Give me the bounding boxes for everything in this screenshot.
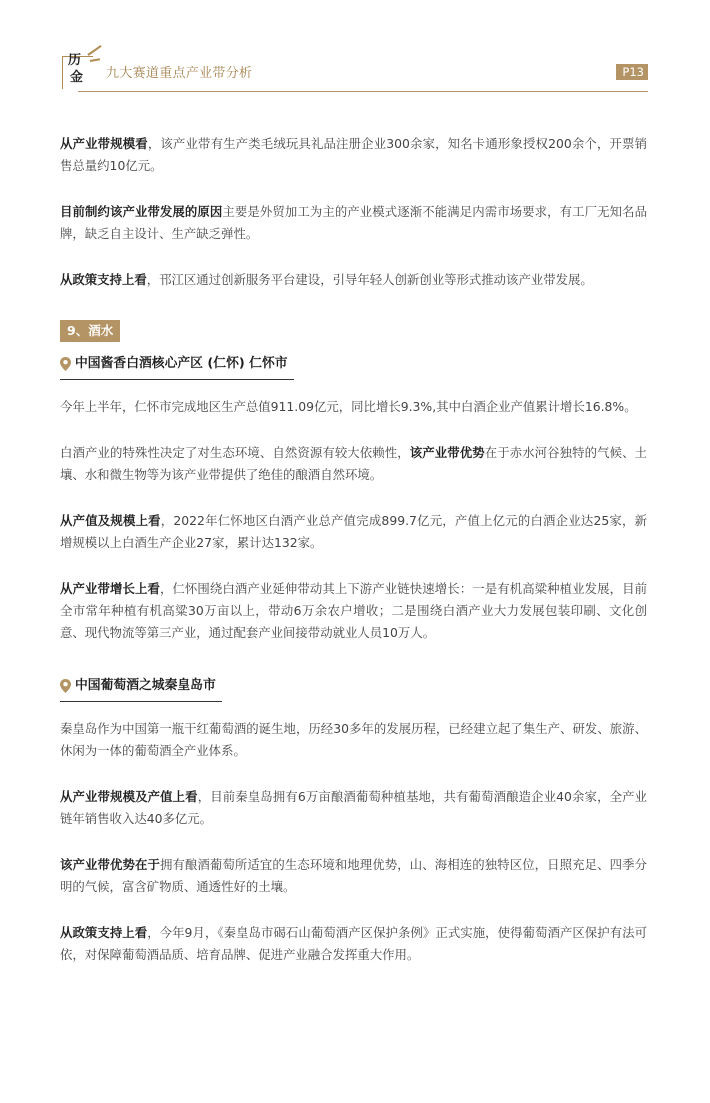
subsection-heading xyxy=(60,677,222,702)
subsection-heading xyxy=(60,355,294,380)
paragraph: 白酒产业的特殊性决定了对生态环境、自然资源有较大依赖性，该产业带优势在于赤水河谷独特的气候、土壤、水和微生物等为该产业带提供了绝佳的酿酒自然环境。 xyxy=(60,445,648,482)
logo-char-1: 历 xyxy=(68,53,82,68)
header-divider xyxy=(78,91,648,92)
intro-paragraph-constraints: 目前制约该产业带发展的原因主要是外贸加工为主的产业模式逐渐不能满足内需市场要求，有工厂无知名品牌，缺乏自主设计、生产缺乏弹性。 xyxy=(60,204,648,241)
logo-char-2: 金 xyxy=(70,70,84,85)
page-header xyxy=(58,48,648,96)
section-tag-liquor: 9、酒水 xyxy=(60,320,120,342)
paragraph: 该产业带优势在于拥有酿酒葡萄所适宜的生态环境和地理优势，山、海相连的独特区位，日照充足、四季分明的气候，富含矿物质、通透性好的土壤。 xyxy=(60,857,648,894)
header-title: 九大赛道重点产业带分析 xyxy=(106,66,253,81)
subsection-renhuai xyxy=(60,352,647,644)
page-number-badge: P13 xyxy=(616,64,648,80)
paragraph: 从产业带增长上看，仁怀围绕白酒产业延伸带动其上下游产业链快速增长：一是有机高粱种植业发展，目前全市常年种植有机高粱30万亩以上，带动6万余农户增收；二是围绕白酒产业大力发展包装印刷、文化创意、现代物流等第三产业，通过配套产业间接带动就业人员10万人。 xyxy=(60,581,648,640)
intro-paragraph-policy: 从政策支持上看，邗江区通过创新服务平台建设，引导年轻人创新创业等形式推动该产业带发展。 xyxy=(60,272,593,287)
paragraph: 秦皇岛作为中国第一瓶干红葡萄酒的诞生地，历经30多年的发展历程，已经建立起了集生产、研发、旅游、休闲为一体的葡萄酒全产业体系。 xyxy=(60,721,647,758)
intro-paragraph-scale: 从产业带规模看，该产业带有生产类毛绒玩具礼品注册企业300余家，知名卡通形象授权200余个，开票销售总量约10亿元。 xyxy=(60,136,647,173)
location-pin-icon xyxy=(60,357,71,371)
paragraph: 从政策支持上看，今年9月，《秦皇岛市碣石山葡萄酒产区保护条例》正式实施，使得葡萄酒产区保护有法可依，对保障葡萄酒品质、培育品牌、促进产业融合发挥重大作用。 xyxy=(60,925,648,962)
page-content xyxy=(60,133,647,990)
paragraph: 今年上半年，仁怀市完成地区生产总值911.09亿元，同比增长9.3%,其中白酒企业产值累计增长16.8%。 xyxy=(60,399,637,414)
subsection-heading-text: 中国酱香白酒核心产区 (仁怀) 仁怀市 xyxy=(75,356,288,371)
brand-logo xyxy=(58,50,100,90)
location-pin-icon xyxy=(60,679,71,693)
paragraph: 从产值及规模上看，2022年仁怀地区白酒产业总产值完成899.7亿元，产值上亿元的白酒企业达25家，新增规模以上白酒生产企业27家，累计达132家。 xyxy=(60,513,647,550)
paragraph: 从产业带规模及产值上看，目前秦皇岛拥有6万亩酿酒葡萄种植基地，共有葡萄酒酿造企业40余家，全产业链年销售收入达40多亿元。 xyxy=(60,789,648,826)
subsection-qinhuangdao xyxy=(60,674,647,966)
subsection-heading-text: 中国葡萄酒之城秦皇岛市 xyxy=(75,678,216,693)
